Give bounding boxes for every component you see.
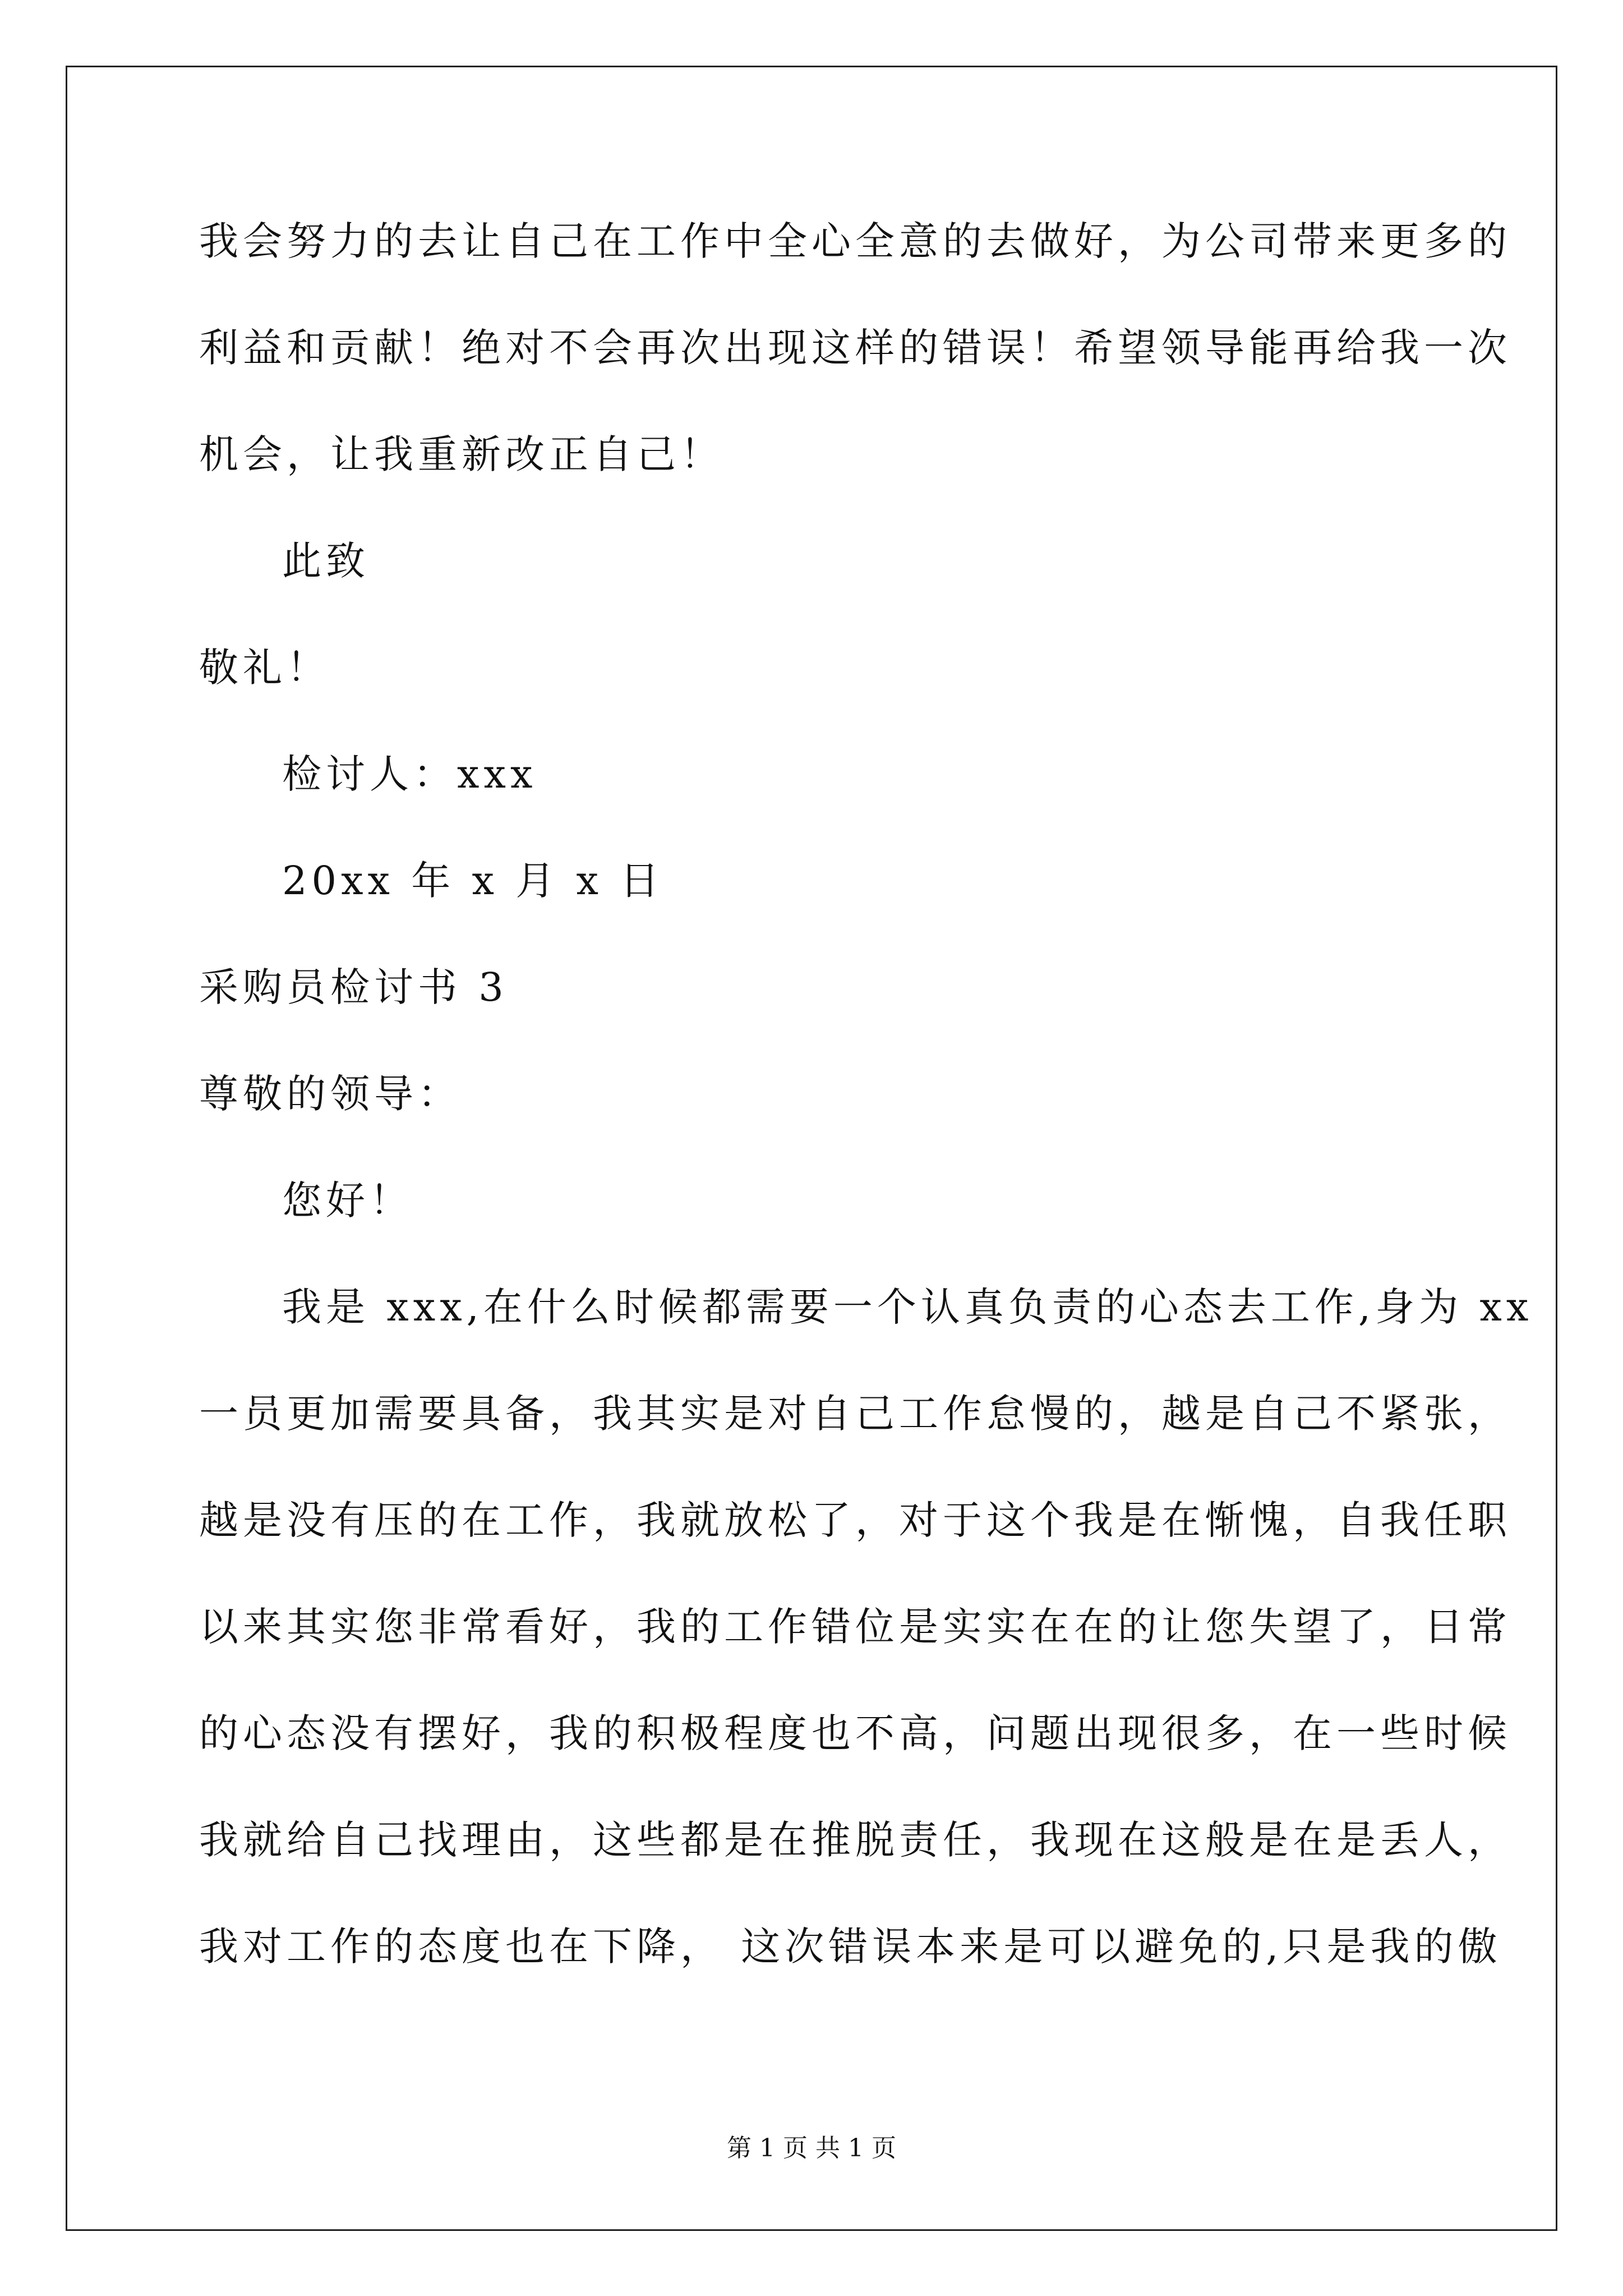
paragraph-line: 以来其实您非常看好，我的工作错位是实实在在的让您失望了，日常 [199, 1604, 1511, 1650]
closing-salutation: 此致 [282, 538, 370, 584]
date-line: 20xx 年 x 月 x 日 [282, 858, 664, 904]
paragraph-line: 我是 xxx,在什么时候都需要一个认真负责的心态去工作,身为 xx [282, 1284, 1533, 1330]
paragraph-line: 一员更加需要具备，我其实是对自己工作怠慢的，越是自己不紧张， [199, 1391, 1511, 1437]
paragraph-line: 利益和贡献！绝对不会再次出现这样的错误！希望领导能再给我一次 [199, 325, 1511, 371]
paragraph-line: 我会努力的去让自己在工作中全心全意的去做好，为公司带来更多的 [199, 218, 1511, 264]
paragraph-line: 的心态没有摆好，我的积极程度也不高，问题出现很多，在一些时候 [199, 1710, 1511, 1756]
closing-regards: 敬礼！ [199, 645, 330, 691]
paragraph-line: 我就给自己找理由，这些都是在推脱责任，我现在这般是在是丢人， [199, 1817, 1511, 1863]
paragraph-line: 我对工作的态度也在下降， 这次错误本来是可以避免的,只是我的傲 [199, 1924, 1502, 1970]
paragraph-line: 越是没有压的在工作，我就放松了，对于这个我是在惭愧，自我任职 [199, 1497, 1511, 1543]
page-footer: 第 1 页 共 1 页 [727, 2134, 896, 2162]
paragraph-line: 机会，让我重新改正自己！ [199, 431, 724, 477]
signature-line: 检讨人：xxx [282, 751, 537, 797]
section-title: 采购员检讨书 3 [199, 964, 508, 1010]
document-body [199, 218, 1533, 2033]
salutation: 尊敬的领导： [199, 1071, 462, 1117]
greeting: 您好！ [282, 1177, 413, 1223]
